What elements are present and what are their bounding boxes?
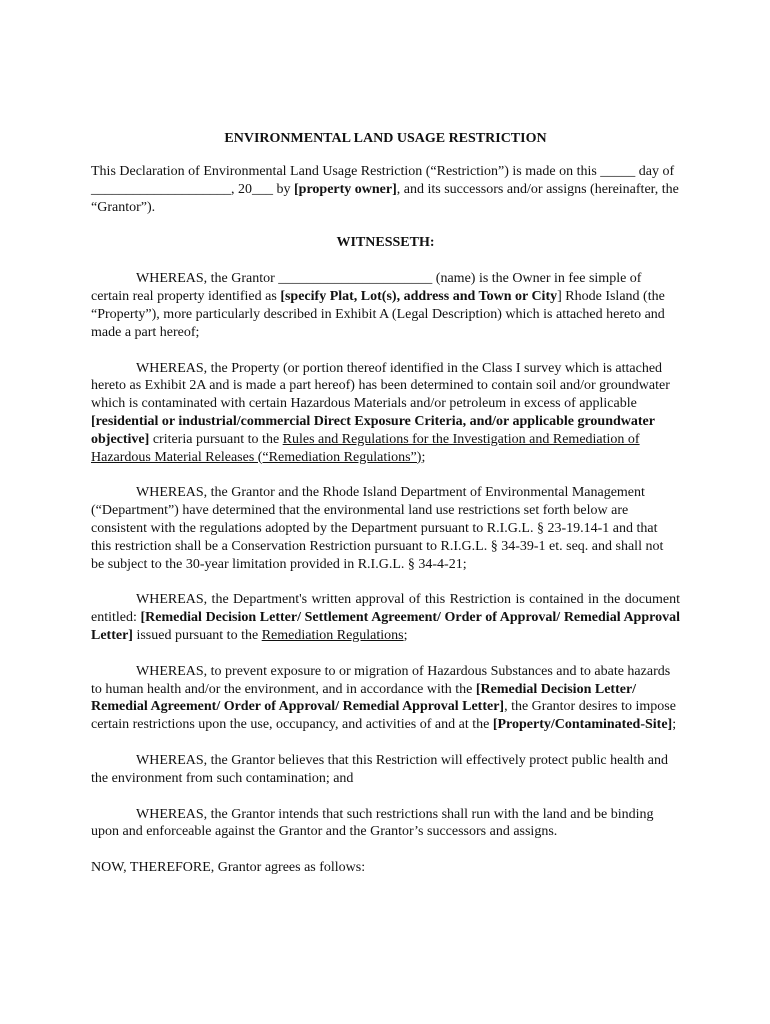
whereas2-text-2: criteria pursuant to the: [149, 431, 283, 447]
whereas1-placeholder: [specify Plat, Lot(s), address and Town or City: [280, 289, 558, 305]
whereas-paragraph-2: [91, 360, 680, 467]
document-title: ENVIRONMENTAL LAND USAGE RESTRICTION: [224, 131, 547, 146]
intro-paragraph: [91, 163, 680, 216]
whereas5-text-1: WHEREAS, to prevent exposure to or migration of Hazardous Substances and to abate hazards to human health and/or the environment, and in accordance with the: [91, 663, 671, 697]
intro-text-1: This Declaration of Environmental Land Usage Restriction (“Restriction”) is made on this _____ day of ____________________, 20___ by: [91, 164, 675, 197]
whereas3-text-1: WHEREAS, the Grantor and the Rhode Island Department of Environmental Management (“Department”) have determined that the environmental land use restrictions set forth below are consistent with the regulations adopted by the Department pursuant to R.I.G.L. § 23-19.14-1 and that this restriction shall be a Conservation Restriction pursuant to R.I.G.L. § 34-39-1 et. seq. and shall not be subject to the 30-year limitation provided in R.I.G.L. § 34-4-21;: [91, 485, 664, 572]
whereas5-placeholder-1: [Remedial Decision Letter/ Remedial Agreement/ Order of Approval/ Remedial Approval Letter]: [91, 681, 637, 715]
whereas4-regulations-reference: Remediation Regulations: [261, 627, 404, 643]
whereas6-text-1: WHEREAS, the Grantor believes that this Restriction will effectively protect public health and the environment from such contamination; and: [91, 752, 668, 786]
now-therefore-paragraph: NOW, THEREFORE, Grantor agrees as follows:: [91, 860, 366, 876]
whereas2-text-3: ;: [421, 449, 426, 465]
intro-placeholder-owner: [property owner]: [294, 181, 397, 197]
whereas5-placeholder-2: [Property/Contaminated-Site]: [492, 717, 673, 733]
whereas7-text-1: WHEREAS, the Grantor intends that such restrictions shall run with the land and be binding upon and enforceable against the Grantor and the Grantor’s successors and assigns.: [91, 806, 654, 840]
witnesseth-heading: WITNESSETH:: [336, 235, 435, 251]
whereas2-regulations-reference: Rules and Regulations for the Investigation and Remediation of Hazardous Material Releases (“Remediation Regulations”): [91, 431, 640, 465]
whereas4-text-3: ;: [403, 627, 408, 643]
whereas4-text-1: WHEREAS, the Department's written approval of this Restriction is contained in the document entitled:: [91, 592, 680, 626]
whereas4-text-2: issued pursuant to the: [132, 627, 262, 643]
whereas2-placeholder: [residential or industrial/commercial Direct Exposure Criteria, and/or applicable groundwater objective]: [91, 413, 655, 447]
whereas5-text-3: ;: [672, 717, 677, 733]
whereas-paragraph-7: [91, 806, 680, 842]
whereas-paragraph-3: [91, 484, 680, 573]
whereas-paragraph-4: [91, 591, 680, 644]
intro-text-2: , and its successors and/or assigns (hereinafter, the “Grantor”).: [91, 181, 679, 215]
whereas2-text-1: WHEREAS, the Property (or portion thereof identified in the Class I survey which is attached hereto as Exhibit 2A and is made a part hereof) has been determined to contain soil and/or groundwater which is contaminated with certain Hazardous Materials and/or petroleum in excess of applicable: [91, 360, 670, 412]
whereas-paragraph-6: [91, 752, 680, 788]
whereas1-text-2: ] Rhode Island (the “Property”), more particularly described in Exhibit A (Legal Description) which is attached hereto and made a part hereof;: [91, 289, 665, 340]
whereas-paragraph-1: [91, 270, 680, 341]
whereas1-text-1: WHEREAS, the Grantor ______________________ (name) is the Owner in fee simple of certain real property identified as: [91, 271, 642, 305]
whereas5-text-2: , the Grantor desires to impose certain restrictions upon the use, occupancy, and activities of and at the: [91, 699, 676, 733]
document-body: [91, 130, 680, 895]
whereas-paragraph-5: [91, 663, 680, 734]
whereas4-placeholder: [Remedial Decision Letter/ Settlement Agreement/ Order of Approval/ Remedial Approval Letter]: [91, 610, 680, 643]
